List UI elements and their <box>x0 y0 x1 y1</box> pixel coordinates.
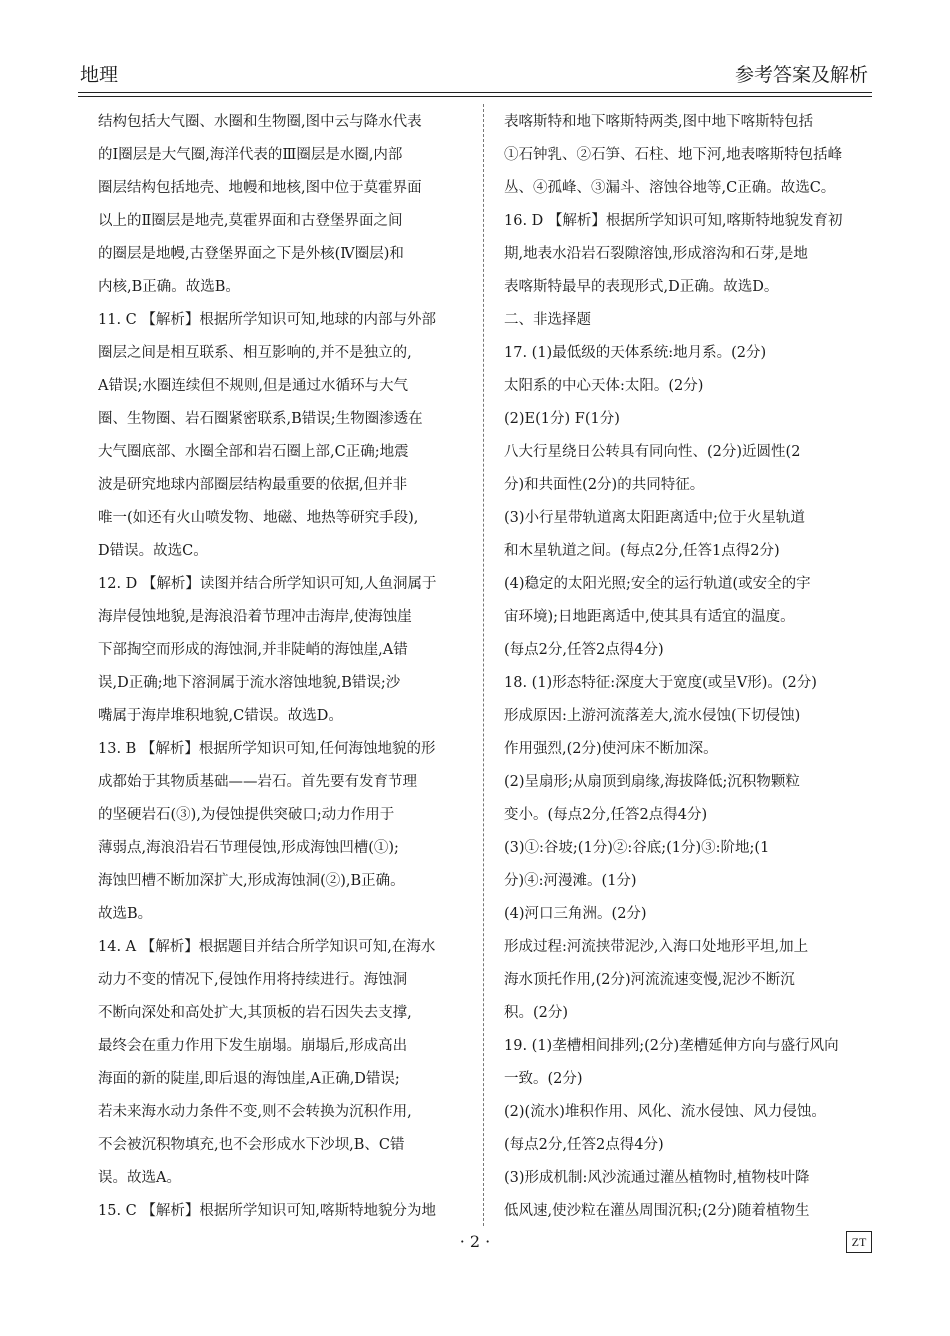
text-line: D错误。故选C。 <box>98 543 208 559</box>
text-line: 低风速,使沙粒在灌丛周围沉积;(2分)随着植物生 <box>504 1203 810 1219</box>
text-line: 圈、生物圈、岩石圈紧密联系,B错误;生物圈渗透在 <box>98 411 423 427</box>
text-line: 二、非选择题 <box>504 312 591 328</box>
text-line: (3)小行星带轨道离太阳距离适中;位于火星轨道 <box>504 510 805 526</box>
header-section-title: 参考答案及解析 <box>734 64 868 86</box>
text-line: 17. (1)最低级的天体系统:地月系。(2分) <box>504 345 767 361</box>
column-divider <box>483 104 484 1226</box>
text-line: 表喀斯特最早的表现形式,D正确。故选D。 <box>504 279 779 295</box>
text-line: 18. (1)形态特征:深度大于宽度(或呈V形)。(2分) <box>504 675 817 691</box>
header-rule <box>78 92 872 97</box>
text-line: 积。(2分) <box>504 1005 569 1021</box>
text-line: 八大行星绕日公转具有同向性、(2分)近圆性(2 <box>504 444 801 460</box>
text-line: 16. D 【解析】根据所学知识可知,喀斯特地貌发育初 <box>504 213 843 229</box>
page-number: · 2 · <box>459 1232 491 1251</box>
text-line: 不断向深处和高处扩大,其顶板的岩石因失去支撑, <box>98 1005 412 1021</box>
text-line: 和木星轨道之间。(每点2分,任答1点得2分) <box>504 543 780 559</box>
text-line: 大气圈底部、水圈全部和岩石圈上部,C正确;地震 <box>98 444 409 460</box>
publisher-badge: ZT <box>846 1231 872 1253</box>
text-line: 内核,B正确。故选B。 <box>98 279 240 295</box>
text-line: A错误;水圈连续但不规则,但是通过水循环与大气 <box>98 378 408 394</box>
text-line: 的圈层是地幔,古登堡界面之下是外核(Ⅳ圈层)和 <box>98 246 404 262</box>
text-line: 海岸侵蚀地貌,是海浪沿着节理冲击海岸,使海蚀崖 <box>98 609 412 625</box>
text-line: 分)和共面性(2分)的共同特征。 <box>504 477 705 493</box>
text-line: 分)④:河漫滩。(1分) <box>504 873 637 889</box>
text-line: ①石钟乳、②石笋、石柱、地下河,地表喀斯特包括峰 <box>504 147 843 163</box>
text-line: (3)①:谷坡;(1分)②:谷底;(1分)③:阶地;(1 <box>504 840 770 856</box>
text-line: 动力不变的情况下,侵蚀作用将持续进行。海蚀洞 <box>98 972 408 988</box>
text-line: 一致。(2分) <box>504 1071 583 1087</box>
text-line: 12. D 【解析】读图并结合所学知识可知,人鱼洞属于 <box>98 576 437 592</box>
text-line: 15. C 【解析】根据所学知识可知,喀斯特地貌分为地 <box>98 1203 436 1219</box>
text-line: 以上的Ⅱ圈层是地壳,莫霍界面和古登堡界面之间 <box>98 213 403 229</box>
text-line: 变小。(每点2分,任答2点得4分) <box>504 807 708 823</box>
text-line: (2)呈扇形;从扇顶到扇缘,海拔降低;沉积物颗粒 <box>504 774 800 790</box>
text-line: 表喀斯特和地下喀斯特两类,图中地下喀斯特包括 <box>504 114 814 130</box>
text-line: (4)稳定的太阳光照;安全的运行轨道(或安全的宇 <box>504 576 811 592</box>
header-subject: 地理 <box>80 64 119 86</box>
text-line: (2)E(1分) F(1分) <box>504 411 620 427</box>
text-line: 海面的新的陡崖,即后退的海蚀崖,A正确,D错误; <box>98 1071 400 1087</box>
text-line: 期,地表水沿岩石裂隙溶蚀,形成溶沟和石芽,是地 <box>504 246 808 262</box>
text-line: 成都始于其物质基础——岩石。首先要有发育节理 <box>98 774 417 790</box>
text-line: (每点2分,任答2点得4分) <box>504 1137 664 1153</box>
text-line: (每点2分,任答2点得4分) <box>504 642 664 658</box>
text-line: 波是研究地球内部圈层结构最重要的依据,但并非 <box>98 477 408 493</box>
text-line: 圈层结构包括地壳、地幔和地核,图中位于莫霍界面 <box>98 180 422 196</box>
text-line: 形成过程:河流挟带泥沙,入海口处地形平坦,加上 <box>504 939 809 955</box>
text-line: 作用强烈,(2分)使河床不断加深。 <box>504 741 718 757</box>
text-line: 圈层之间是相互联系、相互影响的,并不是独立的, <box>98 345 412 361</box>
text-line: 宙环境);日地距离适中,使其具有适宜的温度。 <box>504 609 795 625</box>
text-line: 的坚硬岩石(③),为侵蚀提供突破口;动力作用于 <box>98 807 395 823</box>
text-line: 故选B。 <box>98 906 153 922</box>
text-line: 19. (1)垄槽相间排列;(2分)垄槽延伸方向与盛行风向 <box>504 1038 839 1054</box>
text-line: 薄弱点,海浪沿岩石节理侵蚀,形成海蚀凹槽(①); <box>98 840 399 856</box>
text-line: 不会被沉积物填充,也不会形成水下沙坝,B、C错 <box>98 1137 405 1153</box>
text-line: (2)(流水)堆积作用、风化、流水侵蚀、风力侵蚀。 <box>504 1104 826 1120</box>
text-line: 11. C 【解析】根据所学知识可知,地球的内部与外部 <box>98 312 436 328</box>
text-line: 海蚀凹槽不断加深扩大,形成海蚀洞(②),B正确。 <box>98 873 405 889</box>
text-line: 嘴属于海岸堆积地貌,C错误。故选D。 <box>98 708 343 724</box>
text-line: 丛、④孤峰、③漏斗、溶蚀谷地等,C正确。故选C。 <box>504 180 836 196</box>
text-line: 太阳系的中心天体:太阳。(2分) <box>504 378 704 394</box>
text-line: 14. A 【解析】根据题目并结合所学知识可知,在海水 <box>98 939 436 955</box>
text-line: (4)河口三角洲。(2分) <box>504 906 647 922</box>
left-column <box>98 106 466 1228</box>
text-line: 结构包括大气圈、水圈和生物圈,图中云与降水代表 <box>98 114 422 130</box>
right-column <box>504 106 876 1228</box>
text-line: 海水顶托作用,(2分)河流流速变慢,泥沙不断沉 <box>504 972 795 988</box>
text-line: 若未来海水动力条件不变,则不会转换为沉积作用, <box>98 1104 412 1120</box>
text-line: 误。故选A。 <box>98 1170 181 1186</box>
text-line: 唯一(如还有火山喷发物、地磁、地热等研究手段), <box>98 510 419 526</box>
text-line: 的Ⅰ圈层是大气圈,海洋代表的Ⅲ圈层是水圈,内部 <box>98 147 403 163</box>
text-line: 误,D正确;地下溶洞属于流水溶蚀地貌,B错误;沙 <box>98 675 401 691</box>
text-line: 下部掏空而形成的海蚀洞,并非陡峭的海蚀崖,A错 <box>98 642 408 658</box>
text-line: 13. B 【解析】根据所学知识可知,任何海蚀地貌的形 <box>98 741 436 757</box>
text-line: 形成原因:上游河流落差大,流水侵蚀(下切侵蚀) <box>504 708 801 724</box>
text-line: 最终会在重力作用下发生崩塌。崩塌后,形成高出 <box>98 1038 408 1054</box>
text-line: (3)形成机制:风沙流通过灌丛植物时,植物枝叶降 <box>504 1170 810 1186</box>
